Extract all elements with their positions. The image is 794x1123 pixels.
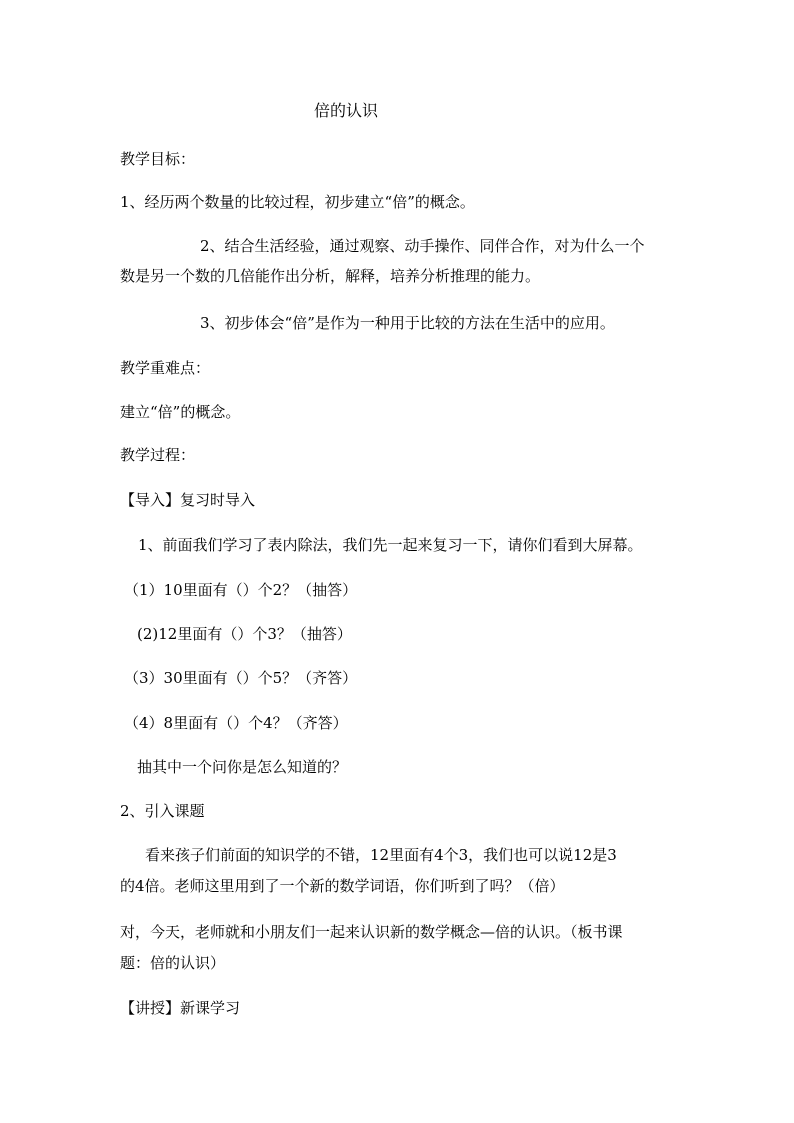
ask-how: 抽其中一个问你是怎么知道的？ <box>137 758 348 776</box>
heading-key-points: 教学重难点： <box>120 359 211 377</box>
document-title: 倍的认识 <box>314 101 379 120</box>
question-4: （4）8里面有（）个4？（齐答） <box>124 714 348 732</box>
goal-1: 1、经历两个数量的比较过程，初步建立“倍”的概念。 <box>120 193 475 211</box>
heading-teaching-process: 教学过程： <box>120 446 196 464</box>
intro-step-1: 1、前面我们学习了表内除法，我们先一起来复习一下，请你们看到大屏幕。 <box>138 536 643 554</box>
paragraph-2-line-2: 题：倍的认识） <box>120 954 226 972</box>
paragraph-2-line-1: 对，今天，老师就和小朋友们一起来认识新的数学概念—倍的认识。（板书课 <box>120 923 623 941</box>
question-1: （1）10里面有（）个2？（抽答） <box>124 581 358 599</box>
question-2: (2)12里面有（）个3？（抽答） <box>137 625 352 643</box>
paragraph-1-line-2: 的4倍。老师这里用到了一个新的数学词语，你们听到了吗？（倍） <box>120 877 565 895</box>
key-point: 建立“倍”的概念。 <box>120 403 241 421</box>
goal-2-line-1: 2、结合生活经验，通过观察、动手操作、同伴合作，对为什么一个 <box>200 237 645 255</box>
intro-step-2: 2、引入课题 <box>120 802 205 820</box>
goal-2-line-2: 数是另一个数的几倍能作出分析，解释，培养分析推理的能力。 <box>120 267 541 285</box>
goal-3: 3、初步体会“倍”是作为一种用于比较的方法在生活中的应用。 <box>200 314 615 332</box>
section-intro: 【导入】复习时导入 <box>120 491 256 509</box>
question-3: （3）30里面有（）个5？（齐答） <box>124 669 358 687</box>
paragraph-1-line-1: 看来孩子们前面的知识学的不错，12里面有4个3，我们也可以说12是3 <box>145 846 617 864</box>
heading-teaching-goals: 教学目标： <box>120 150 196 168</box>
section-teach: 【讲授】新课学习 <box>120 999 241 1017</box>
